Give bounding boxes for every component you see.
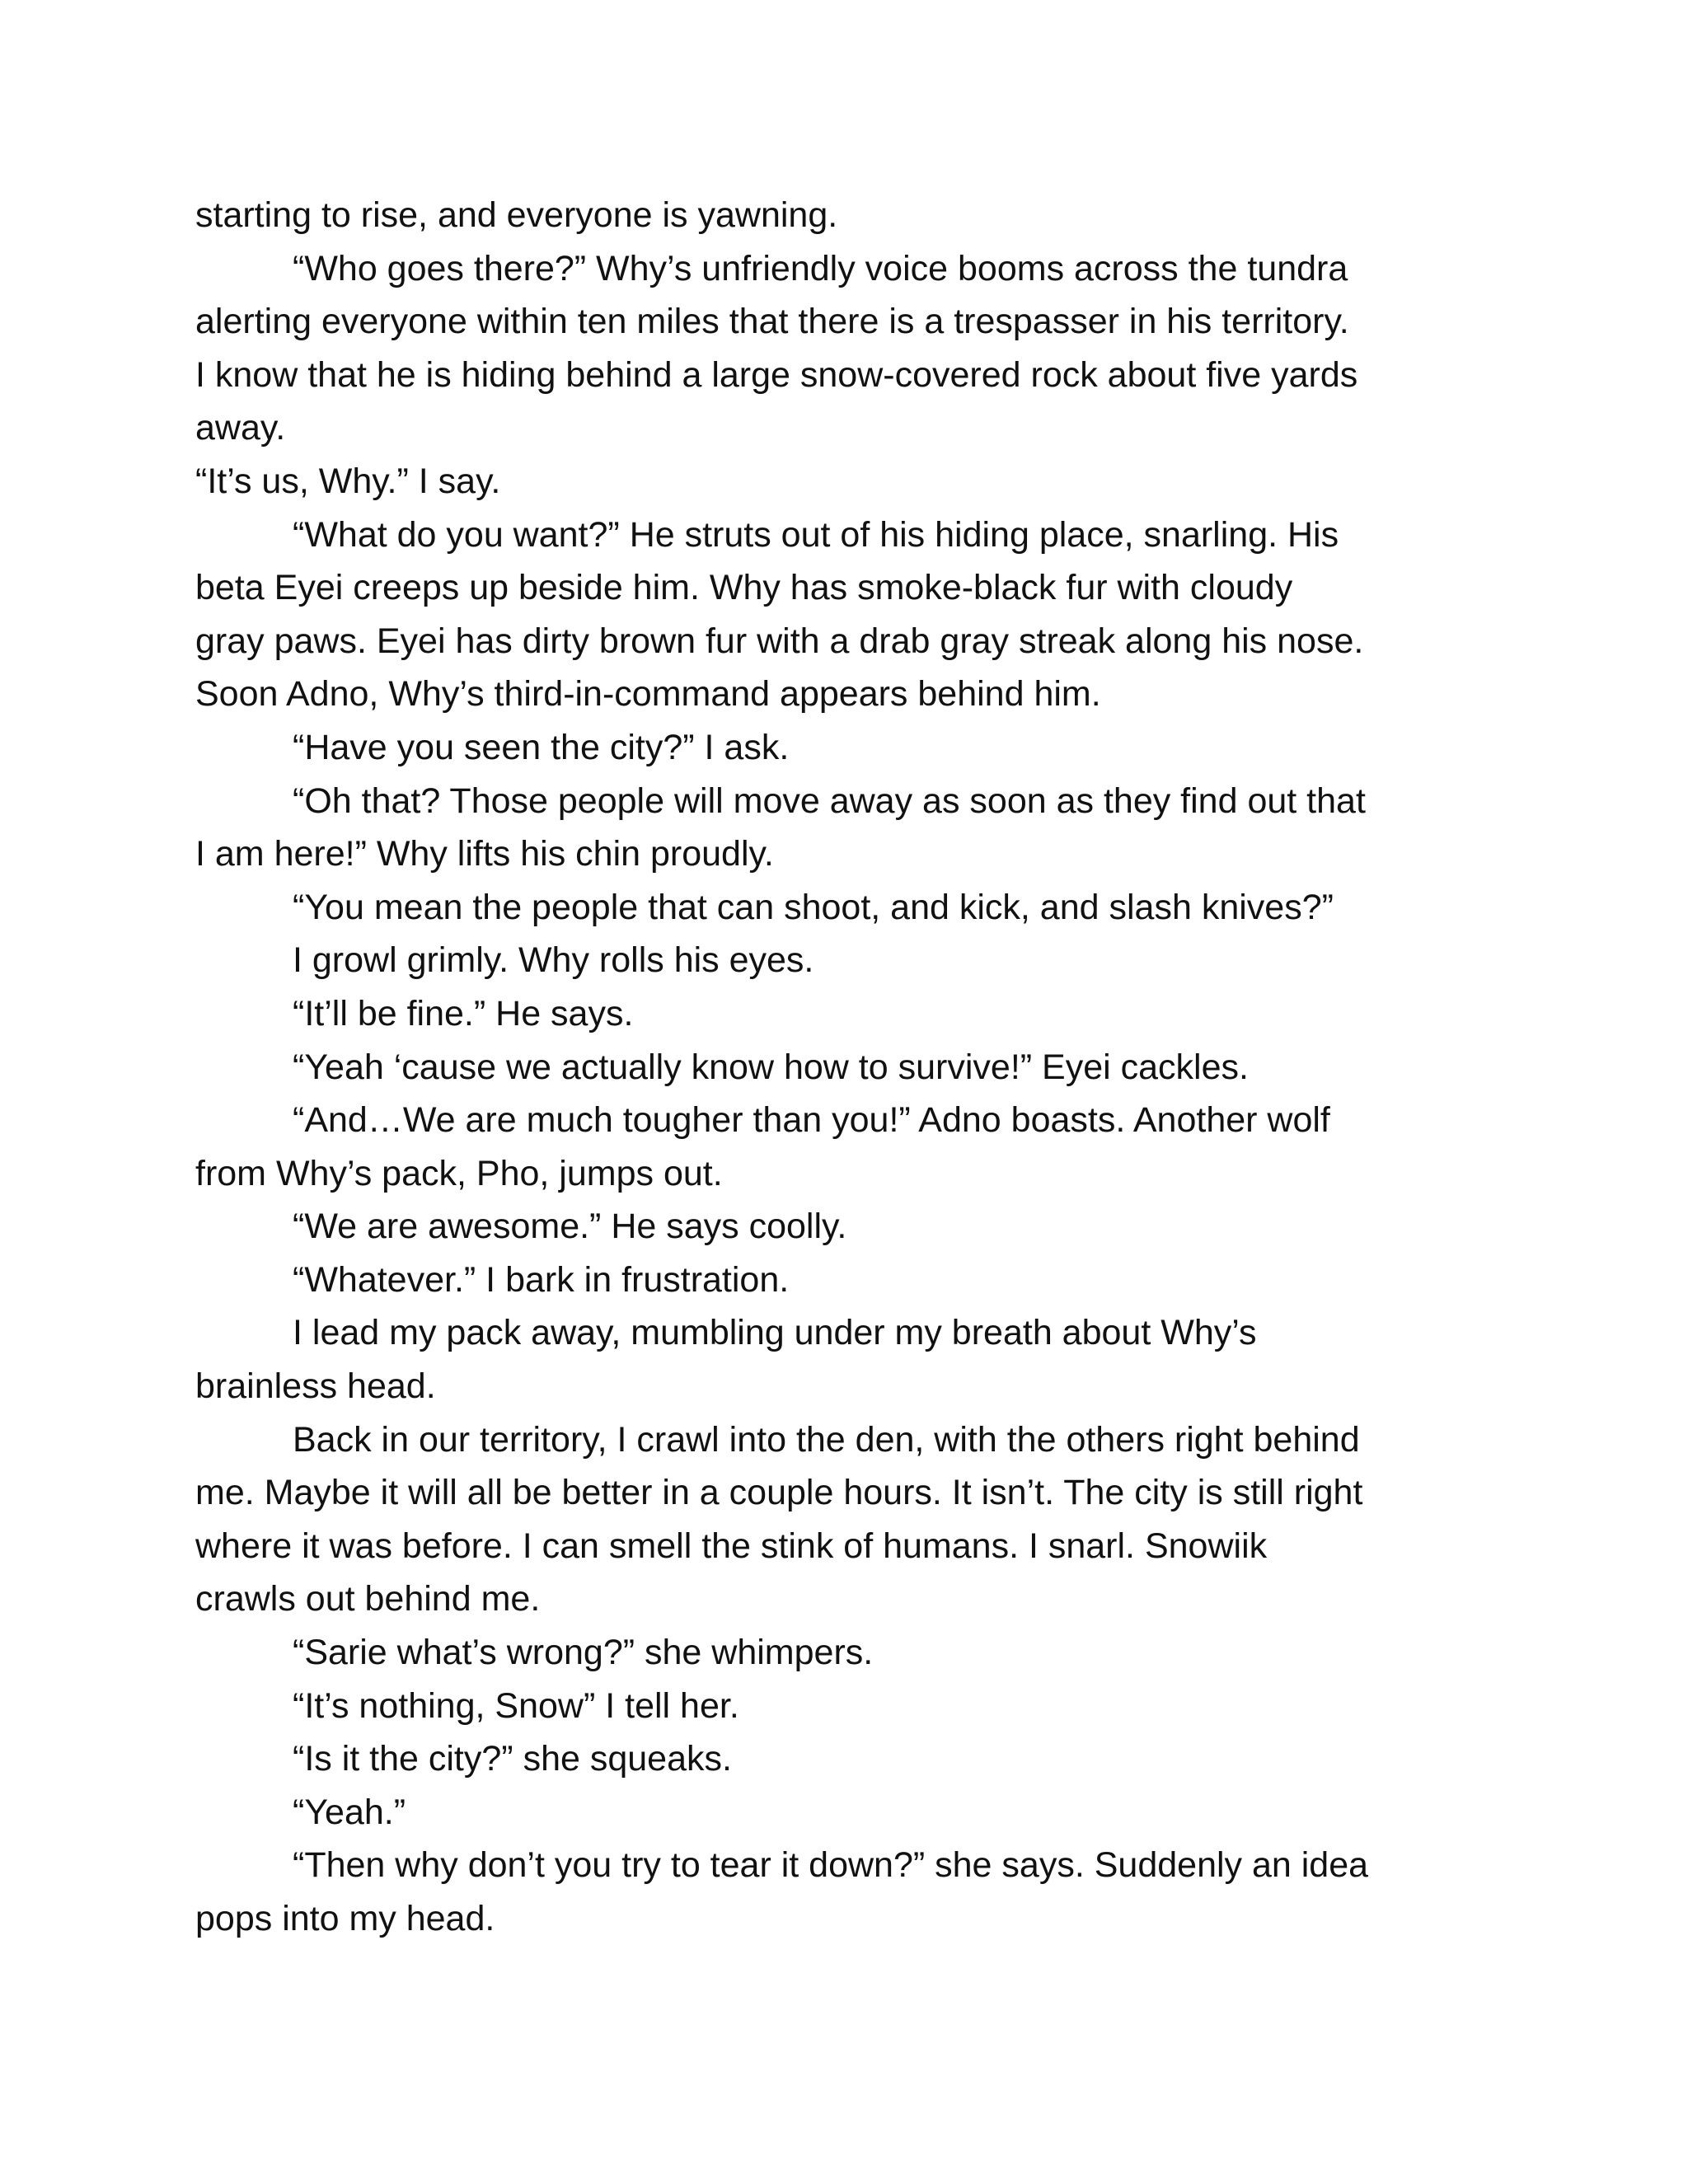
text-line: “Is it the city?” she squeaks.	[293, 1739, 732, 1779]
text-line: “Whatever.” I bark in frustration.	[293, 1259, 790, 1300]
text-line: “And…We are much tougher than you!” Adno boasts. Another wolf	[293, 1100, 1330, 1141]
text-line: “Have you seen the city?” I ask.	[293, 727, 790, 767]
text-line: “Yeah.”	[293, 1792, 406, 1832]
text-line: where it was before. I can smell the stink of humans. I snarl. Snowiik	[195, 1526, 1268, 1566]
text-line: Soon Adno, Why’s third-in-command appears behind him.	[195, 674, 1101, 715]
text-line: “It’s us, Why.” I say.	[195, 461, 501, 501]
text-line: “Sarie what’s wrong?” she whimpers.	[293, 1633, 874, 1673]
text-line: I growl grimly. Why rolls his eyes.	[293, 940, 814, 981]
text-line: pops into my head.	[195, 1899, 495, 1938]
text-line: “We are awesome.” He says coolly.	[293, 1207, 847, 1247]
text-line: crawls out behind me.	[195, 1579, 541, 1619]
text-line: “Then why don’t you try to tear it down?” she says. Suddenly an idea	[293, 1845, 1369, 1886]
text-line: alerting everyone within ten miles that there is a trespasser in his territory.	[195, 302, 1349, 342]
text-line: “It’s nothing, Snow” I tell her.	[293, 1685, 739, 1726]
text-line: I am here!” Why lifts his chin proudly.	[195, 834, 774, 874]
text-line: from Why’s pack, Pho, jumps out.	[195, 1153, 723, 1193]
text-line: gray paws. Eyei has dirty brown fur with a drab gray streak along his nose.	[195, 621, 1364, 661]
story-text	[195, 189, 1498, 1946]
text-line: “What do you want?” He struts out of his hiding place, snarling. His	[293, 514, 1339, 555]
text-line: “Who goes there?” Why’s unfriendly voice booms across the tundra	[293, 248, 1348, 288]
text-line: brainless head.	[195, 1366, 436, 1407]
text-line: me. Maybe it will all be better in a couple hours. It isn’t. The city is still right	[195, 1473, 1363, 1513]
text-line: “Oh that? Those people will move away as soon as they find out that	[293, 780, 1366, 821]
text-line: “You mean the people that can shoot, and kick, and slash knives?”	[293, 887, 1334, 927]
text-line: starting to rise, and everyone is yawning.	[195, 195, 838, 235]
text-line: beta Eyei creeps up beside him. Why has smoke-black fur with cloudy	[195, 568, 1293, 608]
text-line: away.	[195, 408, 286, 448]
text-line: Back in our territory, I crawl into the den, with the others right behind	[293, 1419, 1360, 1460]
text-line: “Yeah ‘cause we actually know how to survive!” Eyei cackles.	[293, 1047, 1249, 1087]
text-line: “It’ll be fine.” He says.	[293, 993, 634, 1033]
text-line: I know that he is hiding behind a large snow-covered rock about five yards	[195, 354, 1358, 395]
text-line: I lead my pack away, mumbling under my breath about Why’s	[293, 1313, 1257, 1353]
